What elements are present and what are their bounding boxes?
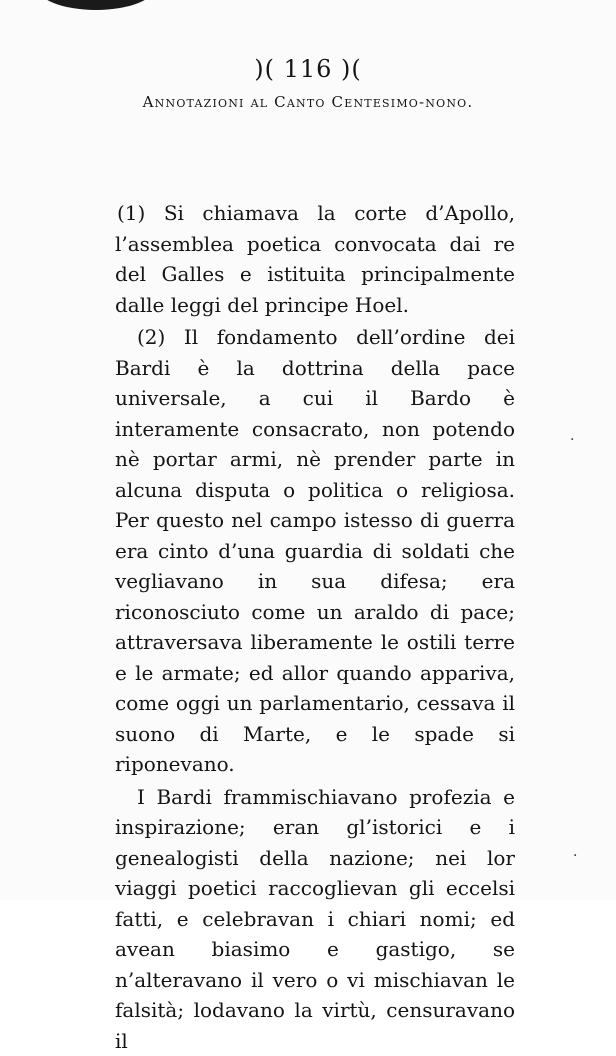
page-number: )( 116 )( [0, 55, 616, 83]
margin-speck-icon: · [573, 848, 577, 864]
annotation-paragraph-2: (2) Il fondamento dell’ordine dei Bardi è la dottrina della pace universale, a cui il Bardo è interamente consacrato, non potendo nè portar armi, nè prender parte in alcuna disputa o politica o religiosa. Per questo nel campo istesso di guerra era cinto d’una guardia di soldati che vegliavano in sua difesa; era riconosciuto come un araldo di pace; attraversava liberamente le ostili terre e le armate; ed allor quando appariva, come oggi un parlamentario, cessava il suono di Marte, e le spade si riponevano. [115, 322, 515, 780]
ink-blot-stain [36, 0, 156, 10]
annotation-paragraph-1: (1) Si chiamava la corte d’Apollo, l’assemblea poetica convocata dai re del Galles e istituita principalmente dalle leggi del principe Hoel. [115, 198, 515, 320]
annotation-text [115, 198, 515, 1056]
margin-speck-icon: · [570, 432, 574, 448]
chapter-header: Annotazioni al Canto Centesimo-nono. [0, 93, 616, 111]
annotation-paragraph-3: I Bardi frammischiavano profezia e inspirazione; eran gl’istorici e i genealogisti della nazione; nei lor viaggi poetici raccoglievan gli eccelsi fatti, e celebravan i chiari nomi; ed avean biasimo e gastigo, se n’alteravano il vero o vi mischiavan le falsità; lodavano la virtù, censuravano il [115, 782, 515, 1056]
